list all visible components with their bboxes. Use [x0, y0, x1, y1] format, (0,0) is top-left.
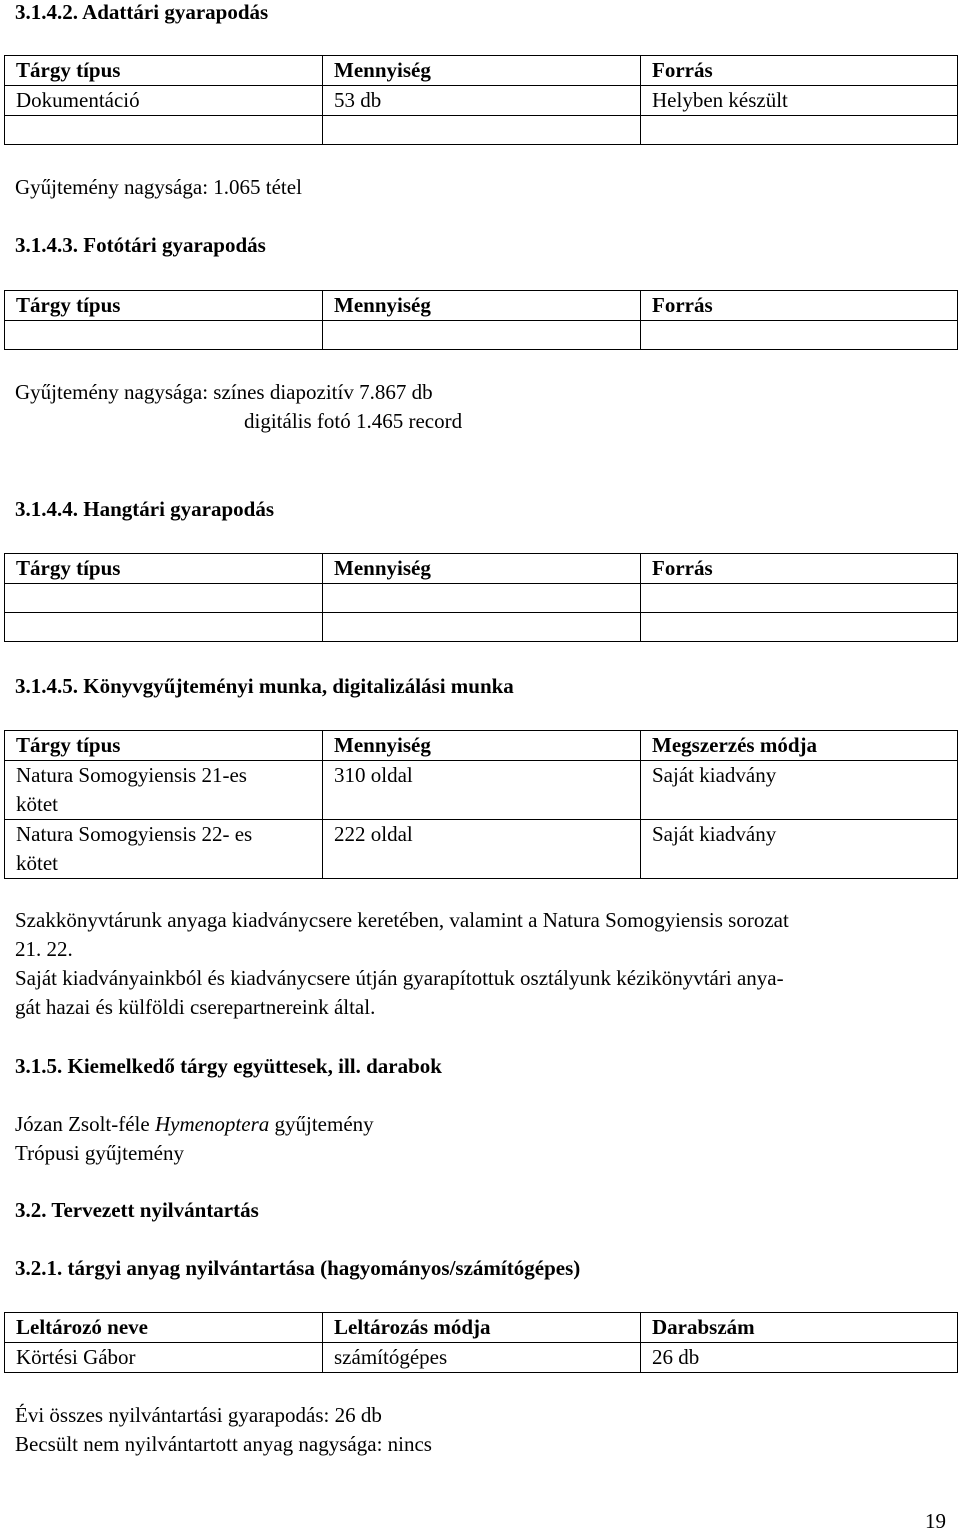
highlight-item-pre: Józan Zsolt-féle [15, 1112, 155, 1136]
table-cell: Körtési Gábor [5, 1343, 323, 1373]
table-hangtar [4, 553, 958, 642]
table-cell [5, 584, 323, 613]
highlight-item-post: gyűjtemény [269, 1112, 374, 1136]
collection-size-adattar: Gyűjtemény nagysága: 1.065 tétel [15, 175, 302, 199]
header-cell: Leltározás módja [323, 1313, 641, 1343]
page-number: 19 [925, 1509, 946, 1533]
table-cell [5, 116, 323, 145]
section-heading-tervezett: 3.2. Tervezett nyilvántartás [15, 1198, 259, 1222]
table-cell [323, 584, 641, 613]
table-cell [5, 613, 323, 642]
table-cell [323, 116, 641, 145]
table-fototar [4, 290, 958, 350]
section-heading-konyv: 3.1.4.5. Könyvgyűjteményi munka, digitalizálási munka [15, 674, 514, 698]
table-targyi [4, 1312, 958, 1373]
table-cell: 53 db [323, 86, 641, 116]
table-cell [5, 820, 323, 879]
table-cell: 310 oldal [323, 761, 641, 820]
table-cell: Saját kiadvány [641, 820, 958, 879]
paragraph-line: Saját kiadványainkból és kiadványcsere útján gyarapítottuk osztályunk kézikönyvtári anya- [15, 966, 784, 990]
highlight-item [15, 1110, 374, 1139]
table-cell: 26 db [641, 1343, 958, 1373]
header-cell: Mennyiség [323, 731, 641, 761]
collection-size-line: Gyűjtemény nagysága: színes diapozitív 7.867 db [15, 380, 433, 404]
table-cell [641, 321, 958, 350]
summary-line: Évi összes nyilvántartási gyarapodás: 26 db [15, 1403, 382, 1427]
highlight-item: Trópusi gyűjtemény [15, 1141, 184, 1165]
table-row [5, 584, 958, 613]
table-row [5, 321, 958, 350]
header-cell: Megszerzés módja [641, 731, 958, 761]
cell-line: kötet [16, 792, 58, 816]
inventory-summary [15, 1401, 432, 1459]
header-cell: Forrás [641, 291, 958, 321]
collection-size-line: digitális fotó 1.465 record [244, 409, 463, 433]
section-heading-hangtar: 3.1.4.4. Hangtári gyarapodás [15, 497, 275, 521]
table-cell [323, 613, 641, 642]
paragraph-line: 21. 22. [15, 937, 73, 961]
highlight-item-taxon: Hymenoptera [154, 1112, 270, 1136]
table-cell: Saját kiadvány [641, 761, 958, 820]
header-cell: Forrás [641, 554, 958, 584]
section-heading-targyi: 3.2.1. tárgyi anyag nyilvántartása (hagyományos/számítógépes) [15, 1256, 581, 1280]
section-heading-fototar: 3.1.4.3. Fotótári gyarapodás [15, 233, 266, 257]
header-cell: Darabszám [641, 1313, 958, 1343]
table-cell: 222 oldal [323, 820, 641, 879]
header-cell: Mennyiség [323, 554, 641, 584]
table-row [5, 86, 958, 116]
highlight-list [15, 1110, 374, 1168]
header-cell: Tárgy típus [5, 731, 323, 761]
table-cell: Dokumentáció [5, 86, 323, 116]
table-row [5, 820, 958, 879]
cell-line: kötet [16, 851, 58, 875]
table-cell [323, 321, 641, 350]
table-row [5, 1343, 958, 1373]
cell-line: Natura Somogyiensis 21-es [16, 763, 247, 787]
header-cell: Tárgy típus [5, 291, 323, 321]
table-cell [5, 321, 323, 350]
table-cell [641, 584, 958, 613]
table-cell: számítógépes [323, 1343, 641, 1373]
table-row [5, 613, 958, 642]
table-row [5, 761, 958, 820]
table-header-row [5, 291, 958, 321]
summary-line: Becsült nem nyilvántartott anyag nagysága: nincs [15, 1432, 432, 1456]
table-konyv [4, 730, 958, 879]
paragraph-line: gát hazai és külföldi cserepartnereink által. [15, 995, 376, 1019]
header-cell: Leltározó neve [5, 1313, 323, 1343]
header-cell: Tárgy típus [5, 554, 323, 584]
table-header-row [5, 554, 958, 584]
paragraph-library-exchange [15, 906, 789, 1022]
collection-size-fototar [15, 378, 462, 436]
table-cell: Helyben készült [641, 86, 958, 116]
paragraph-line: Szakkönyvtárunk anyaga kiadványcsere keretében, valamint a Natura Somogyiensis sorozat [15, 908, 789, 932]
section-heading-adattar: 3.1.4.2. Adattári gyarapodás [15, 0, 269, 24]
table-adattar [4, 55, 958, 145]
table-header-row [5, 56, 958, 86]
table-row [5, 116, 958, 145]
cell-line: Natura Somogyiensis 22- es [16, 822, 253, 846]
table-header-row [5, 731, 958, 761]
table-header-row [5, 1313, 958, 1343]
table-cell [641, 116, 958, 145]
section-heading-kiemelkedo: 3.1.5. Kiemelkedő tárgy együttesek, ill. darabok [15, 1054, 442, 1078]
header-cell: Tárgy típus [5, 56, 323, 86]
header-cell: Mennyiség [323, 56, 641, 86]
header-cell: Mennyiség [323, 291, 641, 321]
header-cell: Forrás [641, 56, 958, 86]
table-cell [641, 613, 958, 642]
table-cell [5, 761, 323, 820]
